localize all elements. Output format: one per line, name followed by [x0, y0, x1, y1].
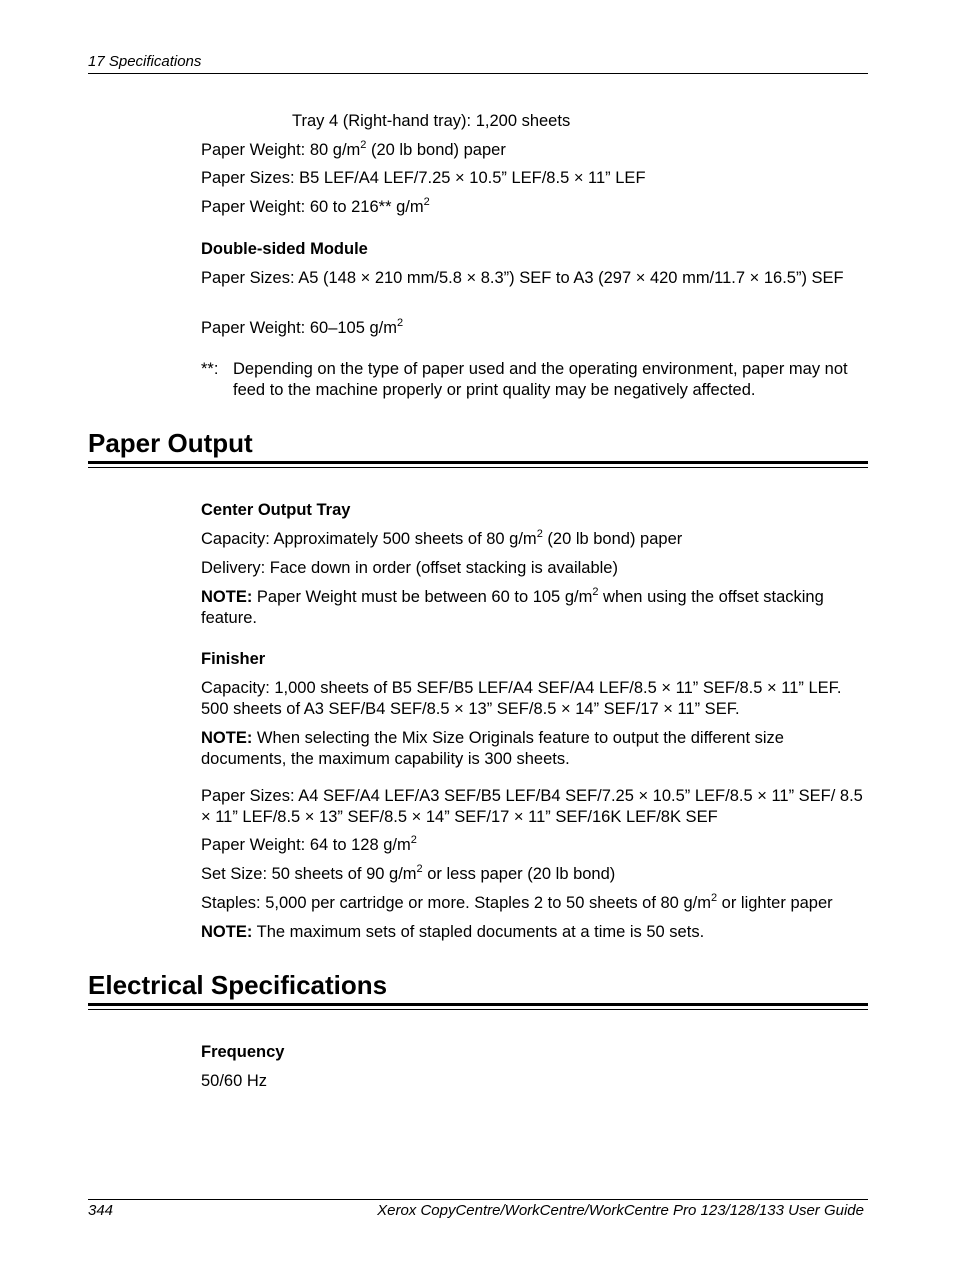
paper-weight-2	[201, 197, 430, 218]
finisher-note-1-text: When selecting the Mix Size Originals feature to output the different size documents, the maximum capability is 300 sheets.	[201, 729, 784, 768]
paper-sizes-1: Paper Sizes: B5 LEF/A4 LEF/7.25 × 10.5” LEF/8.5 × 11” LEF	[201, 169, 646, 187]
tray4-capacity: Tray 4 (Right-hand tray): 1,200 sheets	[292, 112, 571, 130]
superscript: 2	[360, 138, 367, 151]
guide-title: Xerox CopyCentre/WorkCentre/WorkCentre Pro 123/128/133 User Guide	[377, 1202, 864, 1219]
superscript: 2	[710, 891, 718, 904]
finisher-heading: Finisher	[201, 650, 266, 668]
section-rule-thin	[88, 467, 868, 468]
superscript: 2	[416, 862, 423, 875]
footnote-text: Depending on the type of paper used and the operating environment, paper may not feed to the machine properly or print quality may be negatively affected.	[233, 360, 848, 399]
center-tray-capacity-suffix: (20 lb bond) paper	[542, 530, 683, 548]
center-tray-delivery: Delivery: Face down in order (offset stacking is available)	[201, 559, 618, 577]
section-title-paper-output: Paper Output	[88, 428, 253, 458]
double-sided-heading: Double-sided Module	[201, 240, 368, 258]
finisher-staples-text: Staples: 5,000 per cartridge or more. Staples 2 to 50 sheets of 80 g/m	[201, 894, 711, 912]
finisher-staples	[201, 893, 833, 914]
finisher-paper-weight-text: Paper Weight: 64 to 128 g/m	[201, 836, 411, 854]
superscript: 2	[536, 527, 543, 540]
finisher-note-1	[201, 728, 869, 770]
finisher-set-size	[201, 864, 615, 885]
paper-weight-1-suffix: (20 lb bond) paper	[366, 141, 506, 159]
center-tray-heading: Center Output Tray	[201, 501, 351, 519]
footnote-mark: **:	[201, 360, 219, 378]
finisher-capacity: Capacity: 1,000 sheets of B5 SEF/B5 LEF/A4 SEF/A4 LEF/8.5 × 11” SEF/8.5 × 11” LEF. 500 sheets of A3 SEF/B4 SEF/8.5 × 13” SEF/8.5 × 14” SEF/17 × 11” SEF.	[201, 679, 842, 718]
running-header: 17 Specifications	[88, 53, 202, 70]
paper-weight-1-text: Paper Weight: 80 g/m	[201, 141, 361, 159]
note-label: NOTE:	[201, 729, 253, 747]
page-number: 344	[88, 1202, 114, 1219]
section-rule-thick	[88, 461, 868, 464]
superscript: 2	[397, 316, 404, 329]
note-label: NOTE:	[201, 923, 253, 941]
finisher-staples-suffix: or lighter paper	[717, 894, 833, 912]
finisher-note-2	[201, 922, 704, 943]
center-tray-note-suffix: when using the offset stacking feature.	[201, 588, 824, 627]
center-tray-note-text: Paper Weight must be between 60 to 105 g/m	[252, 588, 593, 606]
double-sided-weight	[201, 318, 403, 339]
paper-weight-2-text: Paper Weight: 60 to 216** g/m	[201, 198, 424, 216]
section-rule-thin	[88, 1009, 868, 1010]
double-sided-sizes: Paper Sizes: A5 (148 × 210 mm/5.8 × 8.3”) SEF to A3 (297 × 420 mm/11.7 × 16.5”) SEF	[201, 269, 844, 287]
superscript: 2	[410, 833, 417, 846]
frequency-value: 50/60 Hz	[201, 1072, 268, 1090]
superscript: 2	[592, 585, 599, 598]
finisher-set-size-text: Set Size: 50 sheets of 90 g/m	[201, 865, 417, 883]
section-rule-thick	[88, 1003, 868, 1006]
center-tray-capacity-text: Capacity: Approximately 500 sheets of 80 g/m	[201, 530, 537, 548]
paper-weight-1	[201, 140, 506, 161]
frequency-heading: Frequency	[201, 1043, 285, 1061]
superscript: 2	[423, 195, 430, 208]
footer-rule	[88, 1199, 868, 1200]
note-label: NOTE:	[201, 588, 253, 606]
center-tray-note	[201, 587, 869, 629]
finisher-set-size-suffix: or less paper (20 lb bond)	[422, 865, 616, 883]
header-rule	[88, 73, 868, 74]
double-sided-weight-text: Paper Weight: 60–105 g/m	[201, 319, 397, 337]
finisher-paper-sizes: Paper Sizes: A4 SEF/A4 LEF/A3 SEF/B5 LEF/B4 SEF/7.25 × 10.5” LEF/8.5 × 11” SEF/ 8.5 × 11” LEF/8.5 × 13” SEF/8.5 × 14” SEF/17 × 11” SEF/16K LEF/8K SEF	[201, 787, 863, 826]
center-tray-capacity	[201, 529, 682, 550]
finisher-paper-weight	[201, 835, 417, 856]
finisher-note-2-text: The maximum sets of stapled documents at a time is 50 sets.	[252, 923, 705, 941]
section-title-electrical: Electrical Specifications	[88, 970, 388, 1000]
